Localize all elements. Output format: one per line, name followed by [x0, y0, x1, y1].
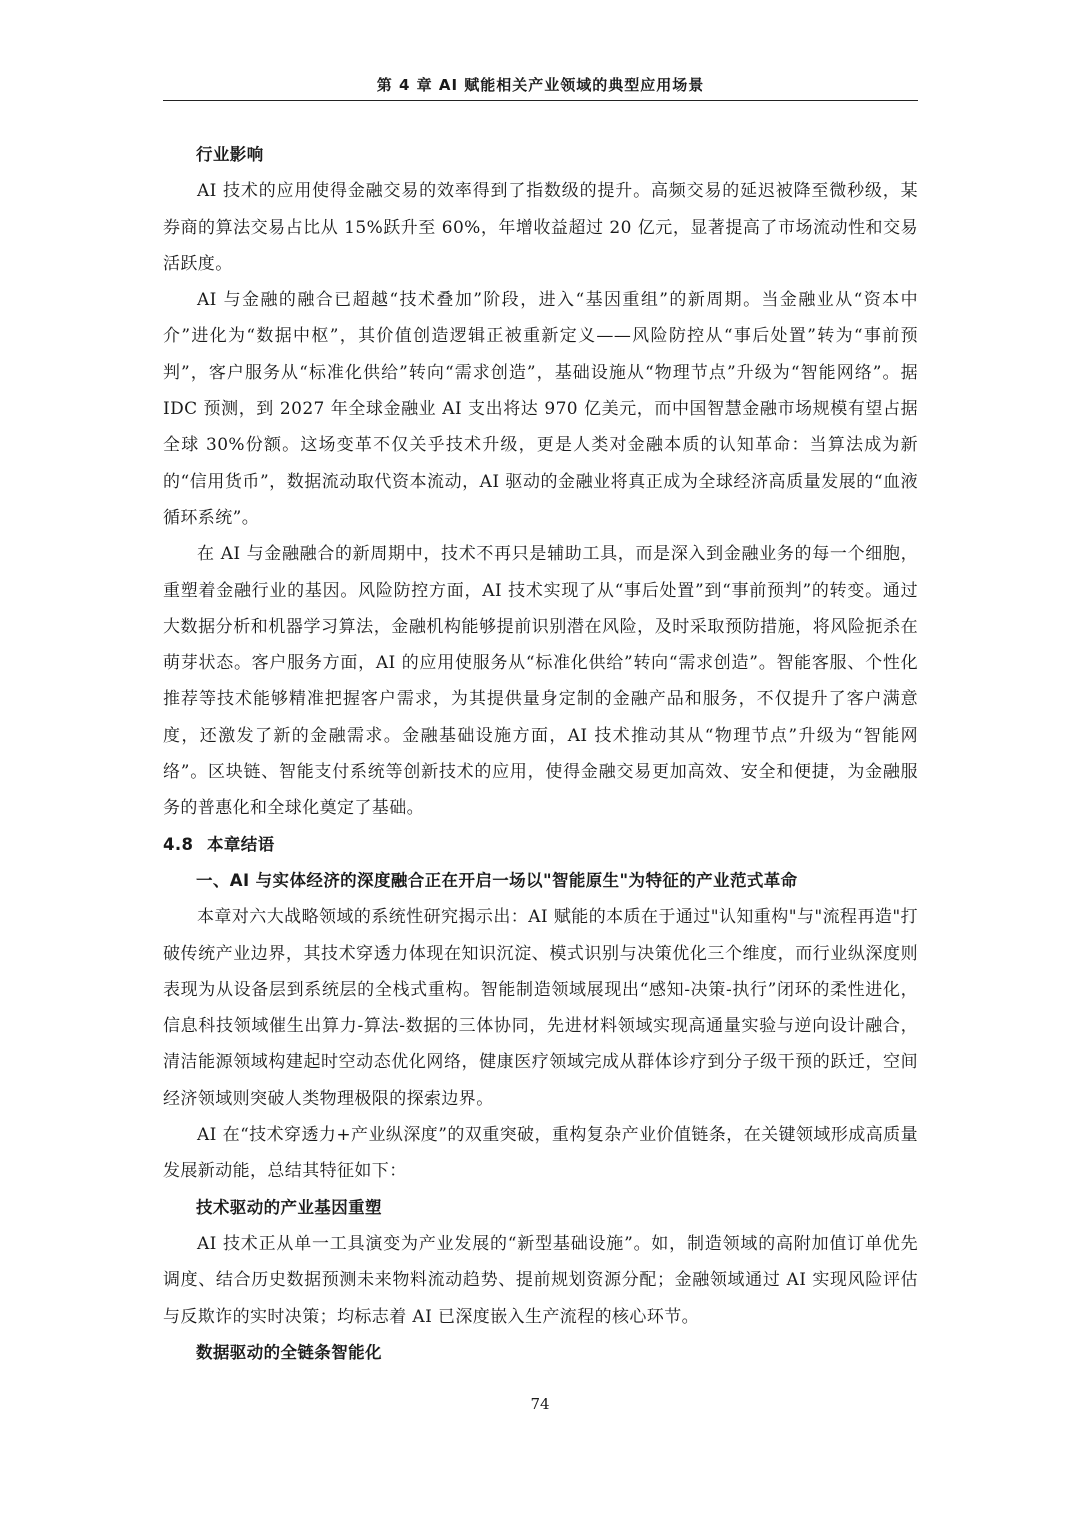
paragraph: AI 在“技术穿透力+产业纵深度”的双重突破，重构复杂产业价值链条，在关键领域形成高质量发展新动能，总结其特征如下： — [163, 1125, 918, 1182]
sub-heading-tech-driven: 技术驱动的产业基因重塑 — [196, 1197, 382, 1217]
paragraph: AI 与金融的融合已超越“技术叠加”阶段，进入“基因重组”的新周期。当金融业从“资本中介”进化为“数据中枢”，其价值创造逻辑正被重新定义——风险防控从“事后处置”转为“事前预判”，客户服务从“标准化供给”转向“需求创造”，基础设施从“物理节点”升级为“智能网络”。据 IDC 预测，到 2027 年全球金融业 AI 支出将达 970 亿美元，而中国智慧金融市场规模有望占据全球 30%份额。这场变革不仅关乎技术升级，更是人类对金融本质的认知革命：当算法成为新的“信用货币”，数据流动取代资本流动，AI 驱动的金融业将真正成为全球经济高质量发展的“血液循环系统”。 — [163, 290, 918, 528]
chapter-title: 第 4 章 AI 赋能相关产业领域的典型应用场景 — [376, 76, 705, 94]
page-header — [163, 72, 918, 101]
paragraph: AI 技术的应用使得金融交易的效率得到了指数级的提升。高频交易的延迟被降至微秒级，某券商的算法交易占比从 15%跃升至 60%，年增收益超过 20 亿元，显著提高了市场流动性和交易活跃度。 — [163, 181, 918, 274]
sub-heading-data-driven: 数据驱动的全链条智能化 — [196, 1342, 382, 1362]
paragraph: 本章对六大战略领域的系统性研究揭示出：AI 赋能的本质在于通过"认知重构"与"流程再造"打破传统产业边界，其技术穿透力体现在知识沉淀、模式识别与决策优化三个维度，而行业纵深度则表现为从设备层到系统层的全栈式重构。智能制造领域展现出“感知-决策-执行”闭环的柔性进化，信息科技领域催生出算力-算法-数据的三体协同，先进材料领域实现高通量实验与逆向设计融合，清洁能源领域构建起时空动态优化网络，健康医疗领域完成从群体诊疗到分子级干预的跃迁，空间经济领域则突破人类物理极限的探索边界。 — [163, 907, 918, 1109]
sub-heading-industry-impact: 行业影响 — [196, 145, 264, 164]
page-number: 74 — [530, 1395, 550, 1413]
point-heading: 一、AI 与实体经济的深度融合正在开启一场以"智能原生"为特征的产业范式革命 — [196, 870, 798, 890]
paragraph: AI 技术正从单一工具演变为产业发展的“新型基础设施”。如，制造领域的高附加值订单优先调度、结合历史数据预测未来物料流动趋势、提前规划资源分配；金融领域通过 AI 实现风险评估与反欺诈的实时决策；均标志着 AI 已深度嵌入生产流程的核心环节。 — [163, 1233, 918, 1327]
page-content — [163, 137, 918, 1371]
section-heading — [163, 827, 918, 863]
paragraph: 在 AI 与金融融合的新周期中，技术不再只是辅助工具，而是深入到金融业务的每一个细胞，重塑着金融行业的基因。风险防控方面，AI 技术实现了从“事后处置”到“事前预判”的转变。通过大数据分析和机器学习算法，金融机构能够提前识别潜在风险，及时采取预防措施，将风险扼杀在萌芽状态。客户服务方面，AI 的应用使服务从“标准化供给”转向“需求创造”。智能客服、个性化推荐等技术能够精准把握客户需求，为其提供量身定制的金融产品和服务，不仅提升了客户满意度，还激发了新的金融需求。金融基础设施方面，AI 技术推动其从“物理节点”升级为“智能网络”。区块链、智能支付系统等创新技术的应用，使得金融交易更加高效、安全和便捷，为金融服务的普惠化和全球化奠定了基础。 — [163, 544, 918, 819]
section-number: 4.8 — [163, 834, 194, 854]
section-title: 本章结语 — [207, 834, 275, 854]
